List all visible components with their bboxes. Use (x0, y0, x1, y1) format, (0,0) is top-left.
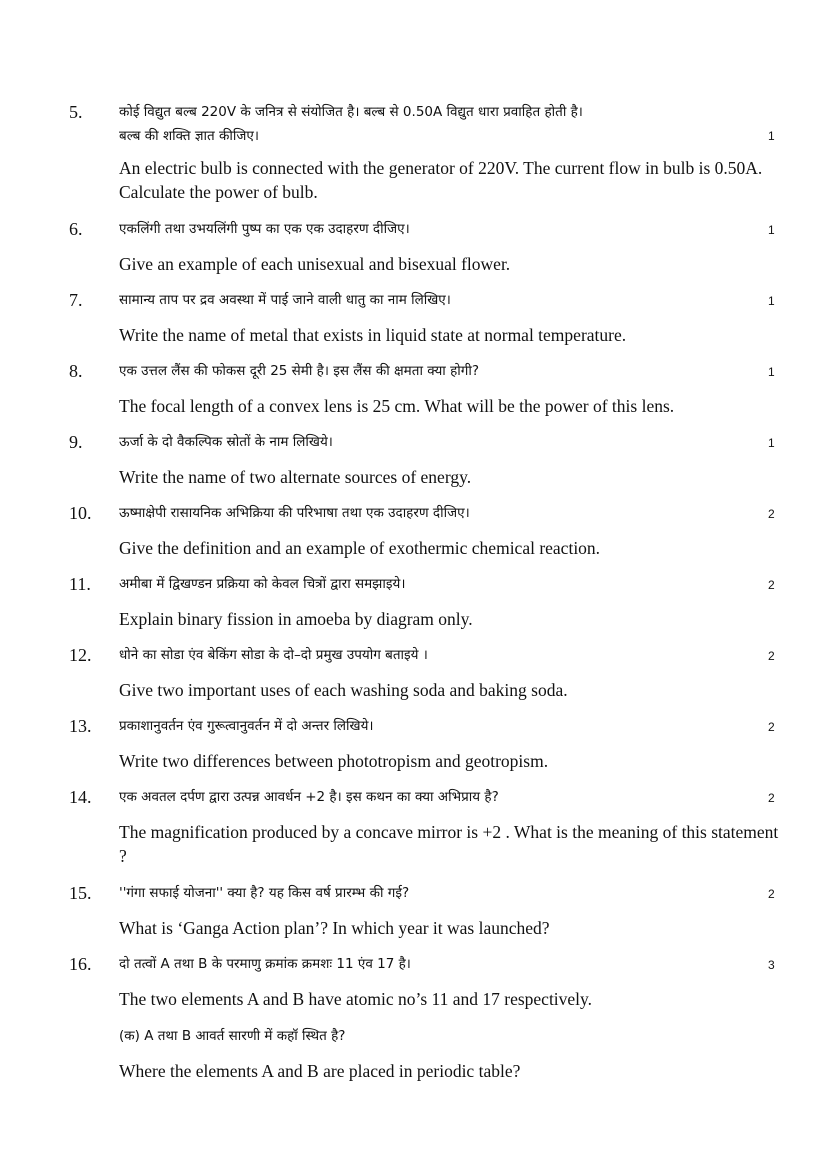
question-hindi-text: सामान्य ताप पर द्रव अवस्था में पाई जाने वाली धातु का नाम लिखिए। (119, 292, 451, 308)
question-number: 13. (69, 716, 92, 736)
question-number: 8. (69, 361, 83, 381)
question-hindi-text: प्रकाशानुवर्तन एंव गुरूत्वानुवर्तन में दो अन्तर लिखिये। (119, 718, 374, 734)
question-hindi-text: ऊर्जा के दो वैकल्पिक स्रोतों के नाम लिखिये। (119, 434, 333, 450)
question-hindi-text: दो तत्वों A तथा B के परमाणु क्रमांक क्रमशः 11 एंव 17 है। (119, 956, 411, 972)
question-english-text: The two elements A and B have atomic no’s 11 and 17 respectively. (119, 989, 593, 1009)
question-english-text: Write two differences between phototropism and geotropism. (119, 751, 549, 771)
question-hindi-text: एक अवतल दर्पण द्वारा उत्पन्न आवर्धन +2 है। इस कथन का क्या अभिप्राय है? (119, 789, 499, 805)
marks-label: 1 (768, 294, 775, 308)
question-english-text: The focal length of a convex lens is 25 cm. What will be the power of this lens. (119, 396, 675, 416)
question-english-text: What is ‘Ganga Action plan’? In which year it was launched? (119, 918, 550, 938)
question-number: 6. (69, 219, 83, 239)
question-number: 5. (69, 102, 83, 122)
question-english-text: An electric bulb is connected with the generator of 220V. The current flow in bulb is 0.50A. Calculate the power of bulb. (119, 158, 763, 202)
question-hindi-text: ऊष्माक्षेपी रासायनिक अभिक्रिया की परिभाषा तथा एक उदाहरण दीजिए। (119, 505, 470, 521)
question-number: 10. (69, 503, 92, 523)
marks-label: 2 (768, 887, 775, 901)
marks-label: 2 (768, 649, 775, 663)
question-hindi-text: एक उत्तल लैंस की फोकस दूरी 25 सेमी है। इस लैंस की क्षमता क्या होगी? (119, 363, 479, 379)
marks-label: 2 (768, 720, 775, 734)
marks-label: 2 (768, 507, 775, 521)
marks-label: 1 (768, 129, 775, 143)
question-number: 15. (69, 883, 92, 903)
question-number: 14. (69, 787, 92, 807)
question-english-text: Give two important uses of each washing soda and baking soda. (119, 680, 568, 700)
marks-label: 1 (768, 223, 775, 237)
marks-label: 1 (768, 365, 775, 379)
question-hindi-text: धोने का सोडा एंव बेकिंग सोडा के दो–दो प्रमुख उपयोग बताइये । (119, 647, 428, 663)
question-hindi-text: ''गंगा सफाई योजना'' क्या है? यह किस वर्ष प्रारम्भ की गई? (119, 885, 410, 901)
subquestion-hindi-text: (क) A तथा B आवर्त सारणी में कहॉ स्थित है? (119, 1028, 346, 1044)
marks-label: 2 (768, 578, 775, 592)
subquestion-english-text: Where the elements A and B are placed in periodic table? (119, 1061, 521, 1081)
question-english-text: Write the name of metal that exists in liquid state at normal temperature. (119, 325, 627, 345)
question-english-text: Explain binary fission in amoeba by diagram only. (119, 609, 473, 629)
question-english-text: The magnification produced by a concave mirror is +2 . What is the meaning of this statement ? (119, 822, 779, 866)
question-number: 7. (69, 290, 83, 310)
question-number: 12. (69, 645, 92, 665)
question-number: 16. (69, 954, 92, 974)
question-hindi-text: एकलिंगी तथा उभयलिंगी पुष्प का एक एक उदाहरण दीजिए। (119, 221, 410, 237)
question-english-text: Give the definition and an example of exothermic chemical reaction. (119, 538, 601, 558)
question-hindi-text: कोई विद्युत बल्ब 220V के जनित्र से संयोजित है। बल्ब से 0.50A विद्युत धारा प्रवाहित होती है। बल्ब की शक्ति ज्ञात कीजिए। (119, 104, 583, 144)
question-number: 9. (69, 432, 83, 452)
question-english-text: Write the name of two alternate sources of energy. (119, 467, 472, 487)
marks-label: 3 (768, 958, 775, 972)
question-english-text: Give an example of each unisexual and bisexual flower. (119, 254, 511, 274)
marks-label: 2 (768, 791, 775, 805)
question-hindi-text: अमीबा में द्विखण्डन प्रक्रिया को केवल चित्रों द्वारा समझाइये। (119, 576, 406, 592)
question-number: 11. (69, 574, 91, 594)
marks-label: 1 (768, 436, 775, 450)
